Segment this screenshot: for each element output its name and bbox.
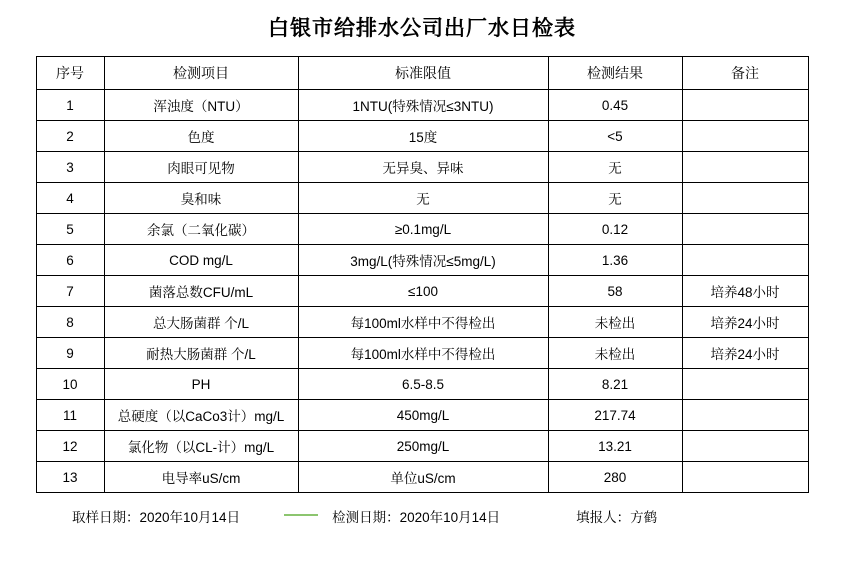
cell-limit: 每100ml水样中不得检出: [298, 338, 548, 369]
table-header: [36, 57, 808, 90]
cell-item: 臭和味: [104, 183, 298, 214]
cell-item: 总硬度（以CaCo3计）mg/L: [104, 400, 298, 431]
cell-result: 0.45: [548, 90, 682, 121]
cell-limit: 单位uS/cm: [298, 462, 548, 493]
cell-remark: [682, 369, 808, 400]
cell-result: 未检出: [548, 307, 682, 338]
cell-item: 浑浊度（NTU）: [104, 90, 298, 121]
cell-item: 余氯（二氧化碳）: [104, 214, 298, 245]
cell-remark: [682, 183, 808, 214]
cell-no: 8: [36, 307, 104, 338]
cell-item: 菌落总数CFU/mL: [104, 276, 298, 307]
cell-result: 无: [548, 152, 682, 183]
table-row: [36, 338, 808, 369]
table-row: [36, 152, 808, 183]
table-body: [36, 90, 808, 493]
cell-limit: ≤100: [298, 276, 548, 307]
cell-item: 总大肠菌群 个/L: [104, 307, 298, 338]
table-row: [36, 121, 808, 152]
cell-remark: [682, 431, 808, 462]
water-quality-table: [36, 56, 809, 493]
cell-remark: [682, 400, 808, 431]
column-header-result: 检测结果: [548, 57, 682, 90]
cell-no: 7: [36, 276, 104, 307]
cell-limit: 1NTU(特殊情况≤3NTU): [298, 90, 548, 121]
table-row: [36, 369, 808, 400]
cell-item: COD mg/L: [104, 245, 298, 276]
cell-limit: 6.5-8.5: [298, 369, 548, 400]
table-row: [36, 307, 808, 338]
cell-result: 58: [548, 276, 682, 307]
cell-remark: [682, 152, 808, 183]
table-row: [36, 400, 808, 431]
cell-item: 耐热大肠菌群 个/L: [104, 338, 298, 369]
cell-item: PH: [104, 369, 298, 400]
cell-remark: 培养24小时: [682, 307, 808, 338]
cell-no: 11: [36, 400, 104, 431]
cell-item: 电导率uS/cm: [104, 462, 298, 493]
cell-result: 280: [548, 462, 682, 493]
cell-remark: [682, 121, 808, 152]
cell-remark: [682, 90, 808, 121]
column-header-item: 检测项目: [104, 57, 298, 90]
cell-remark: 培养48小时: [682, 276, 808, 307]
cell-no: 9: [36, 338, 104, 369]
cell-remark: [682, 462, 808, 493]
cell-limit: 15度: [298, 121, 548, 152]
cell-no: 10: [36, 369, 104, 400]
column-header-no: 序号: [36, 57, 104, 90]
cell-no: 12: [36, 431, 104, 462]
cell-limit: 250mg/L: [298, 431, 548, 462]
sample-date-label: 取样日期：2020年10月14日: [72, 510, 241, 525]
cell-no: 5: [36, 214, 104, 245]
cell-result: 未检出: [548, 338, 682, 369]
cell-item: 色度: [104, 121, 298, 152]
column-header-remark: 备注: [682, 57, 808, 90]
cell-limit: 每100ml水样中不得检出: [298, 307, 548, 338]
table-row: [36, 183, 808, 214]
cell-result: <5: [548, 121, 682, 152]
table-row: [36, 90, 808, 121]
table-row: [36, 276, 808, 307]
cell-item: 氯化物（以CL-计）mg/L: [104, 431, 298, 462]
reporter-label: 填报人：方鹤: [576, 510, 658, 525]
page-title: 白银市给排水公司出厂水日检表: [268, 16, 576, 40]
cell-no: 13: [36, 462, 104, 493]
cell-limit: 无异臭、异味: [298, 152, 548, 183]
cell-no: 2: [36, 121, 104, 152]
cell-result: 13.21: [548, 431, 682, 462]
cell-result: 无: [548, 183, 682, 214]
cell-result: 0.12: [548, 214, 682, 245]
cell-remark: [682, 214, 808, 245]
cell-remark: 培养24小时: [682, 338, 808, 369]
table-row: [36, 214, 808, 245]
table-row: [36, 245, 808, 276]
column-header-limit: 标准限值: [298, 57, 548, 90]
cell-item: 肉眼可见物: [104, 152, 298, 183]
table-header-row: [36, 57, 808, 90]
cell-limit: 无: [298, 183, 548, 214]
cell-result: 8.21: [548, 369, 682, 400]
test-date-label: 检测日期：2020年10月14日: [332, 510, 501, 525]
cell-result: 1.36: [548, 245, 682, 276]
cell-remark: [682, 245, 808, 276]
cell-limit: 3mg/L(特殊情况≤5mg/L): [298, 245, 548, 276]
cell-limit: 450mg/L: [298, 400, 548, 431]
cell-result: 217.74: [548, 400, 682, 431]
cell-no: 3: [36, 152, 104, 183]
cell-limit: ≥0.1mg/L: [298, 214, 548, 245]
table-row: [36, 462, 808, 493]
cell-no: 6: [36, 245, 104, 276]
cell-no: 1: [36, 90, 104, 121]
footer: [36, 493, 808, 526]
cell-no: 4: [36, 183, 104, 214]
highlight-mark: [284, 514, 318, 516]
table-row: [36, 431, 808, 462]
